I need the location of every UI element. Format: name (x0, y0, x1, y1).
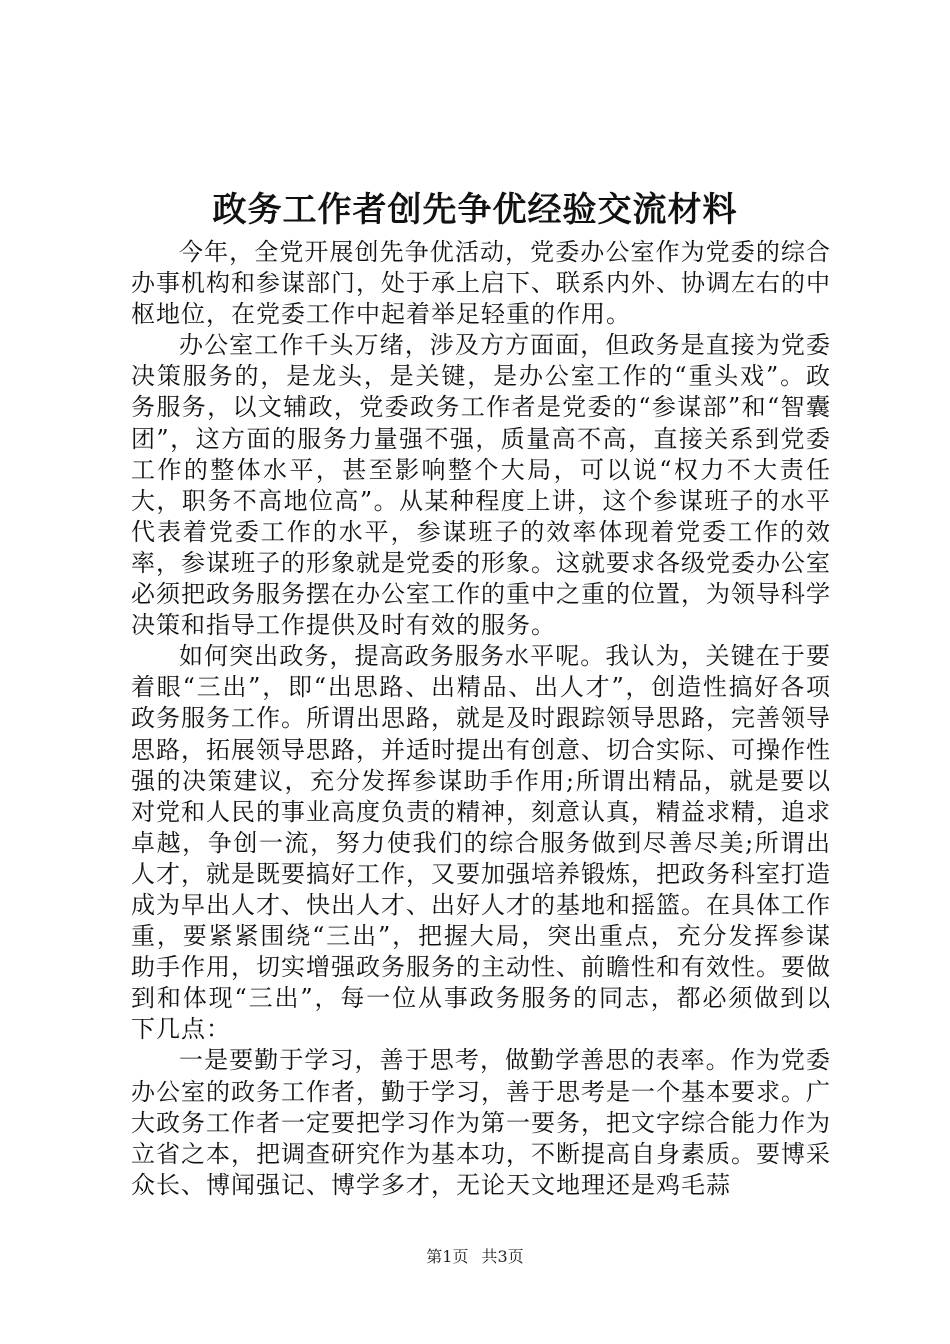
page-footer (0, 1246, 950, 1268)
paragraph-4: 一是要勤于学习，善于思考，做勤学善思的表率。作为党委办公室的政务工作者，勤于学习，善于思考是一个基本要求。广大政务工作者一定要把学习作为第一要务，把文字综合能力作为立省之本，把调查研究作为基本功，不断提高自身素质。要博采众长、博闻强记、博学多才，无论天文地理还是鸡毛蒜 (131, 1046, 831, 1199)
document-title: 政务工作者创先争优经验交流材料 (212, 190, 738, 230)
document-body (131, 237, 831, 1201)
paragraph-2: 办公室工作千头万绪，涉及方方面面，但政务是直接为党委决策服务的，是龙头，是关键，是办公室工作的“重头戏”。政务服务，以文辅政，党委政务工作者是党委的“参谋部”和“智囊团”，这方面的服务力量强不强，质量高不高，直接关系到党委工作的整体水平，甚至影响整个大局，可以说“权力不大责任大，职务不高地位高”。从某种程度上讲，这个参谋班子的水平代表着党委工作的水平，参谋班子的效率体现着党委工作的效率，参谋班子的形象就是党委的形象。这就要求各级党委办公室必须把政务服务摆在办公室工作的重中之重的位置，为领导科学决策和指导工作提供及时有效的服务。 (131, 331, 831, 640)
page-number: 第1页 (426, 1247, 469, 1266)
paragraph-1: 今年，全党开展创先争优活动，党委办公室作为党委的综合办事机构和参谋部门，处于承上启下、联系内外、协调左右的中枢地位，在党委工作中起着举足轻重的作用。 (131, 238, 831, 329)
page-total: 共3页 (481, 1247, 524, 1266)
paragraph-3: 如何突出政务，提高政务服务水平呢。我认为，关键在于要着眼“三出”，即“出思路、出精品、出人才”，创造性搞好各项政务服务工作。所谓出思路，就是及时跟踪领导思路，完善领导思路，拓展领导思路，并适时提出有创意、切合实际、可操作性强的决策建议，充分发挥参谋助手作用;所谓出精品，就是要以对党和人民的事业高度负责的精神，刻意认真，精益求精，追求卓越，争创一流，努力使我们的综合服务做到尽善尽美;所谓出人才，就是既要搞好工作，又要加强培养锻炼，把政务科室打造成为早出人才、快出人才、出好人才的基地和摇篮。在具体工作重，要紧紧围绕“三出”，把握大局，突出重点，充分发挥参谋助手作用，切实增强政务服务的主动性、前瞻性和有效性。要做到和体现“三出”，每一位从事政务服务的同志，都必须做到以下几点： (131, 642, 831, 1044)
